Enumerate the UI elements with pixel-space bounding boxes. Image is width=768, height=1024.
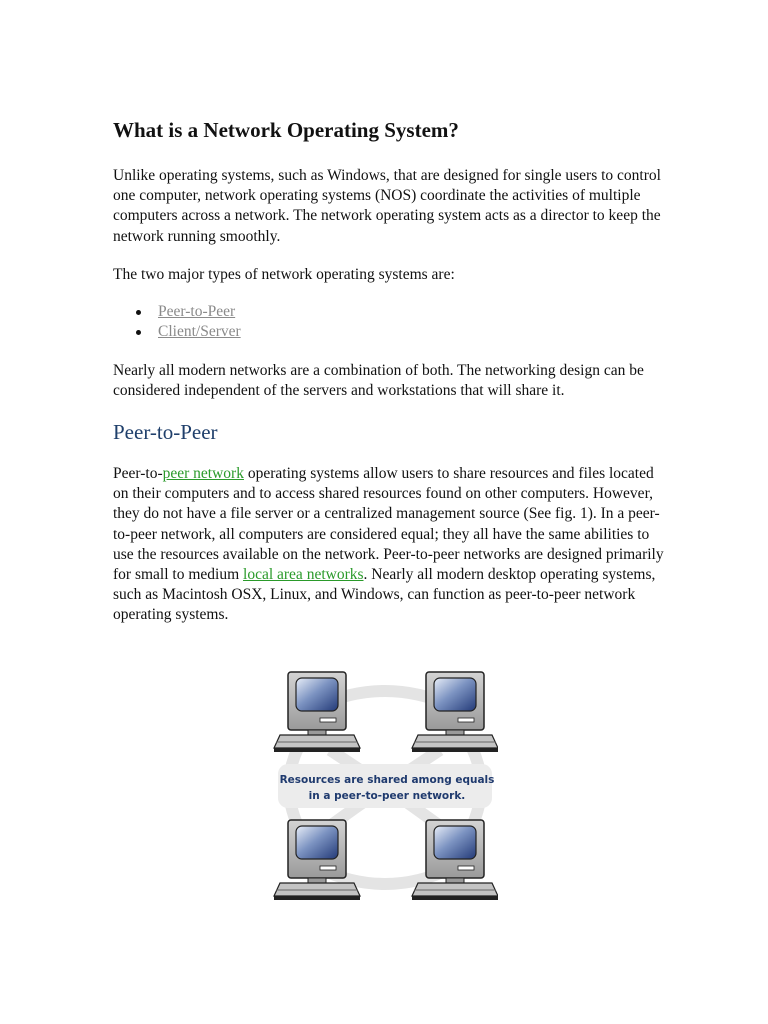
computer-icon — [412, 820, 498, 900]
peer-to-peer-figure — [272, 668, 498, 904]
bullet-icon — [136, 330, 141, 335]
computer-icon — [412, 672, 498, 752]
local-area-networks-link[interactable]: local area networks — [243, 566, 364, 584]
types-intro: The two major types of network operating systems are: — [113, 266, 455, 283]
peer-to-peer-paragraph — [113, 464, 673, 626]
paragraph-text: . Nearly all modern desktop operating systems, such as Macintosh OSX, Linux, and Windows, can function as peer-to-peer network operating systems. — [113, 566, 656, 624]
peer-to-peer-link[interactable]: Peer-to-Peer — [158, 303, 236, 320]
peer-to-peer-diagram — [272, 668, 498, 904]
computer-icon — [274, 672, 360, 752]
figure-caption-line2: in a peer-to-peer network. — [308, 790, 466, 802]
list-item — [113, 302, 241, 322]
client-server-link[interactable]: Client/Server — [158, 323, 241, 341]
page-title: What is a Network Operating System? — [113, 118, 459, 142]
paragraph-text: operating systems allow users to share resources and files located on their computers and to access shared resources found on other computers. However, they do not have a file server or a centralized management source (See fig. 1). In a peer-to-peer network, all computers are considered equal; they all have the same abilities to use the resources available on the network. Peer-to-peer networks are designed primarily for small to medium — [113, 465, 664, 584]
nos-types-list — [113, 302, 241, 342]
list-item — [113, 322, 241, 342]
computer-icon — [274, 820, 360, 900]
bullet-icon — [136, 310, 141, 315]
paragraph-text: Peer-to- — [113, 465, 163, 482]
figure-caption-line1: Resources are shared among equals — [279, 774, 495, 786]
peer-network-link[interactable]: peer network — [162, 465, 244, 482]
section-heading-peer-to-peer: Peer-to-Peer — [113, 420, 218, 444]
combination-paragraph: Nearly all modern networks are a combination of both. The networking design can be considered independent of the servers and workstations that will share it. — [113, 362, 644, 400]
intro-paragraph: Unlike operating systems, such as Windows, that are designed for single users to control one computer, network operating systems (NOS) coordinate the activities of multiple computers across a network. The network operating system acts as a director to keep the network running smoothly. — [113, 167, 661, 245]
